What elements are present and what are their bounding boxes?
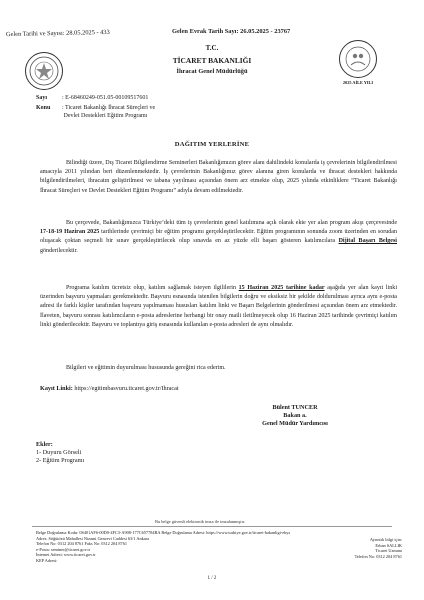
body-paragraph-4: Bilgileri ve eğitimin duyurulması hususunda gereğini rica ederim. (66, 365, 226, 371)
document-number (36, 95, 148, 101)
footer-line: KEP Adresi: (36, 557, 58, 563)
p3-deadline: 15 Haziran 2025 tarihine kadar (238, 285, 325, 291)
footer-contact (36, 530, 356, 564)
footer-line: e-Posta: seminer@ticaret.gov.tr (36, 546, 91, 552)
p2-text-a: Bu çerçevede, Bakanlığımızca Türkiye’deki tüm iş çevrelerinin genel katılımına açık olarak ekte yer alan program akışı çerçevesinde (66, 220, 397, 226)
registration-link-label: Kayıt Linki: (40, 385, 73, 392)
attachments (36, 441, 84, 466)
p3-text-a: Programa katılım ücretsiz olup, katılım sağlamak isteyen ilgililerin (66, 285, 239, 291)
incoming-stamp-left: Gelen Tarihi ve Sayısı: 28.05.2025 - 433 (5, 28, 110, 39)
header-directorate: İhracat Genel Müdürlüğü (176, 68, 248, 75)
distribution-title: DAĞITIM YERLERİNE (174, 141, 250, 148)
info-phone: Telefon No: 0312 204 8761 (354, 553, 402, 559)
family-year-caption: 2025 AİLE YILI (342, 80, 374, 85)
info-name: Erhan SALLIK (375, 542, 402, 548)
footer-line: Adres: Söğütözü Mahallesi Nizami Gencevi Caddesi 63/1 Ankara (36, 535, 150, 541)
registration-link-url[interactable]: https://egitimbasvuru.ticaret.gov.tr/Ihracat (72, 385, 179, 392)
signer-name: Bülent TUNCER (272, 404, 318, 411)
footer-line: Belge Doğrulama Kodu: 0S401AF6-00D0-4FC3-A908-177C657784BA Belge Doğrulama Adresi: https://www.turkiye.gov.tr/ticaret-bakanligi-ebys (36, 530, 291, 535)
attachment-item-2: 2- Eğitim Programı (36, 457, 85, 465)
body-paragraph-2 (40, 219, 397, 256)
page-number: 1 / 2 (207, 576, 217, 581)
incoming-stamp-right: Gelen Evrak Tarih Sayı: 26.05.2025 - 23767 (172, 28, 291, 35)
footer-info-contact (322, 537, 402, 559)
signer-title-2: Genel Müdür Yardımcısı (262, 420, 328, 427)
footer-divider (32, 526, 392, 527)
header-ministry: TİCARET BAKANLIĞI (172, 56, 252, 65)
konu-line-2: Devlet Destekleri Eğitim Programı (63, 113, 148, 120)
registration-link-row (40, 385, 179, 392)
info-role: Ticaret Uzmanı (375, 548, 402, 554)
header-tc: T.C. (205, 44, 219, 52)
konu-line-1: : Ticaret Bakanlığı İhracat Süreçleri ve (62, 105, 156, 111)
body-paragraph-1: Bilindiği üzere, Dış Ticaret Bilgilendirme Seminerleri Bakanlığımızın görev alanı dahilindeki konularda iş çevrelerinin bilgilendirilmesi amacıyla 2011 yılından beri düzenlenmektedir. İş çevrelerinin Bakanlığımız görev alanına giren konularda ve ihracat destekleri hakkında bilgilendirilmeleri, ihracatın geliştirilmesi ve tabana yayılması açısından önem arz etmekte olup, 2025 yılında etkinliklere “Ticaret Bakanlığı İhracat Süreçleri ve Devlet Destekleri Eğitim Programı” adıyla devam edilmektedir. (40, 160, 397, 194)
body-paragraph-3 (40, 284, 397, 330)
attachment-item-1: 1- Duyuru Görseli (36, 449, 82, 457)
sayi-value: : E-68460249-051.05-00109517601 (62, 95, 149, 101)
sayi-label: Sayı (36, 95, 48, 101)
info-title: Ayrıntılı bilgi için: (369, 537, 402, 542)
p2-dates: 17-18-19 Haziran 2025 (40, 229, 100, 236)
p3-text-c: aşağıda yer alan kayıt linki üzerinden başvuru yapmaları gerekmektedir. Başvuru esnasında istenilen bilgilerin doğru ve eksiksiz bir şekilde doldurulması ayrıca aynı e-posta adresi ile farklı kişiler tarafından başvuru yapılmaması hususları katılım linki ve Başarı Belgelerinin gönderilmesi açısından önem arz etmektedir. İlaveten, başvuru sonrası katılımcıların e-posta adreslerine herhangi bir onay maili iletilmeyecek olup 16 Haziran 2025 tarihinde çevrimiçi katılım linki gönderilecektir. Başvuru ve toplantıya giriş esnasında kullanılan e-posta adresleri de aynı olmalıdır. (40, 285, 397, 328)
p2-text-e: gönderilecektir. (40, 247, 78, 254)
document-subject (36, 104, 155, 121)
footer-line: İnternet Adresi: www.ticaret.gov.tr (36, 552, 96, 558)
footer-line: Telefon No: 0312 204 8761 Faks No: 0312 204 8761 (36, 541, 128, 547)
konu-label: Konu (36, 105, 51, 111)
attachments-title: Ekler: (36, 441, 53, 448)
e-signature-note: Bu belge güvenli elektronik imza ile imzalanmıştır. (155, 519, 246, 524)
p2-certificate: Dijital Başarı Belgesi (338, 238, 397, 245)
p2-text-c: tarihlerinde çevrimiçi bir eğitim programı gerçekleştirilecektir. Eğitim programının sonunda zoom üzerinden en sorudan oluşacak çoktan seçmeli bir sınav gerçekleştirilecek olup sınavda en az yüzde elli başarı gösteren katılımcılara (40, 229, 398, 245)
signature-block (240, 404, 350, 428)
signer-title-1: Bakan a. (283, 412, 307, 419)
